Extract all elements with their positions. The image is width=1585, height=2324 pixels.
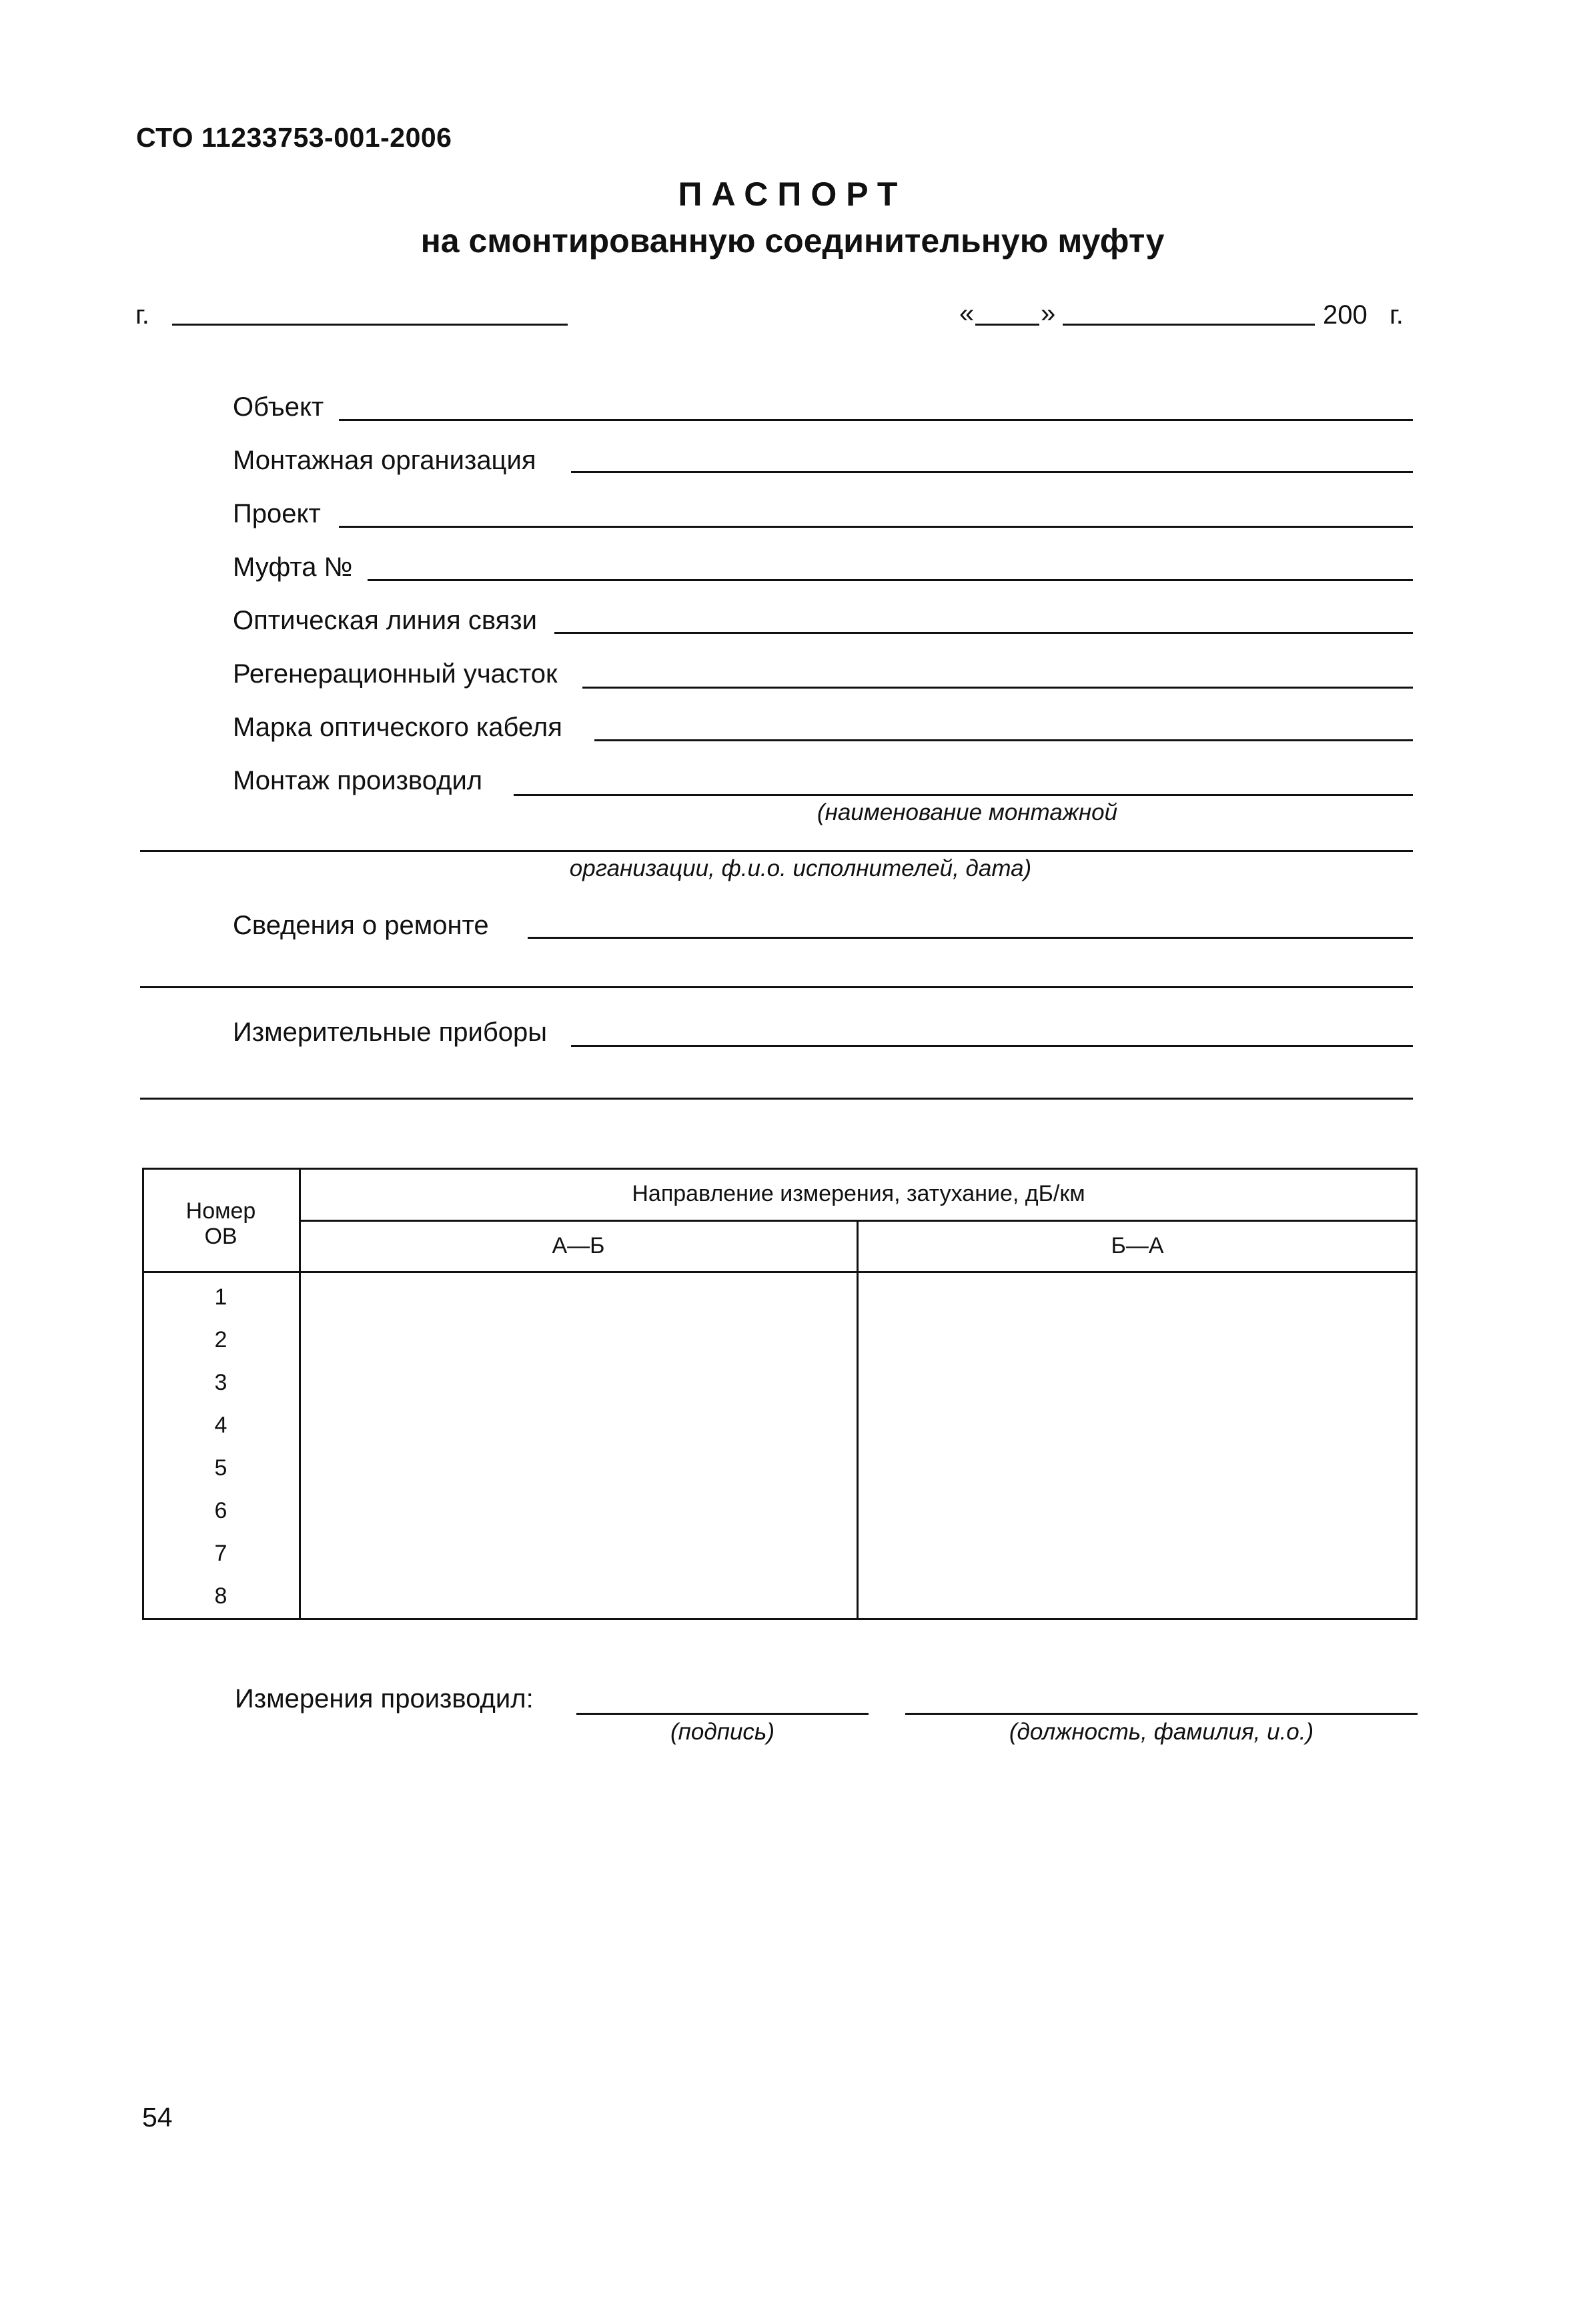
field-object-blank[interactable] [339,419,1413,421]
field-cable-brand-blank[interactable] [594,739,1413,741]
field-regen-section-blank[interactable] [582,687,1413,689]
date-day-blank[interactable] [975,324,1039,326]
document-code: СТО 11233753-001-2006 [136,122,452,153]
field-label-repair: Сведения о ремонте [233,911,489,940]
table-row-number: 8 [214,1583,227,1609]
document-title: ПАСПОРТ [678,175,907,213]
date-quote-open: « [959,299,975,328]
field-label-coupling-no: Муфта № [233,552,353,582]
table-row-number: 5 [214,1455,227,1481]
city-prefix: г. [135,300,149,330]
field-repair-blank-2[interactable] [140,986,1413,988]
table-row-number: 6 [214,1498,227,1523]
date-quote-close: » [1041,299,1056,328]
field-coupling-no-blank[interactable] [368,579,1413,581]
table-header-number-line1: Номер [185,1198,256,1224]
date-year-suffix: г. [1390,300,1404,330]
table-header-direction: Направление измерения, затухание, дБ/км [632,1181,1085,1206]
table-header-bottom [142,1271,1418,1273]
field-project-blank[interactable] [339,526,1413,528]
table-border-bottom [142,1618,1418,1620]
field-mounted-by-blank-2[interactable] [140,850,1413,852]
signature-label: Измерения производил: [235,1684,534,1713]
field-label-mounting-org: Монтажная организация [233,446,536,475]
position-name-blank[interactable] [905,1713,1418,1715]
field-label-project: Проект [233,499,321,528]
city-blank[interactable] [172,324,568,326]
table-row-number: 1 [214,1284,227,1310]
table-header-number-line2: ОВ [204,1224,237,1249]
field-label-object: Объект [233,392,324,422]
date-month-blank[interactable] [1063,324,1315,326]
field-instruments-blank[interactable] [571,1045,1413,1047]
field-mounted-by-blank[interactable] [514,794,1413,796]
signature-blank[interactable] [576,1713,869,1715]
table-border-top [142,1168,1418,1170]
field-label-regen-section: Регенерационный участок [233,659,558,689]
caption-signature: (подпись) [670,1719,774,1745]
caption-mounting-org-details: организации, ф.и.о. исполнителей, дата) [569,855,1032,881]
field-label-instruments: Измерительные приборы [233,1018,547,1047]
table-row-number: 4 [214,1413,227,1438]
table-header-subdivider [299,1220,1418,1222]
field-optical-line-blank[interactable] [554,632,1413,634]
table-header-ba: Б—А [1111,1233,1164,1258]
field-label-mounted-by: Монтаж производил [233,766,483,795]
field-label-optical-line: Оптическая линия связи [233,606,537,635]
measurement-table [142,1168,1418,1620]
field-repair-blank[interactable] [528,937,1413,939]
date-year-prefix: 200 [1323,300,1368,330]
table-row-number: 2 [214,1327,227,1352]
page-number: 54 [142,2102,173,2133]
caption-mounting-org-name: (наименование монтажной [817,799,1118,825]
field-instruments-blank-2[interactable] [140,1098,1413,1100]
table-col-divider-2 [857,1220,859,1620]
table-header-ab: А—Б [552,1233,605,1258]
field-mounting-org-blank[interactable] [571,471,1413,473]
field-label-cable-brand: Марка оптического кабеля [233,713,562,742]
document-subtitle: на смонтированную соединительную муфту [420,222,1165,260]
table-row-number: 7 [214,1541,227,1566]
caption-position-name: (должность, фамилия, и.о.) [1009,1719,1314,1745]
table-row-number: 3 [214,1370,227,1395]
